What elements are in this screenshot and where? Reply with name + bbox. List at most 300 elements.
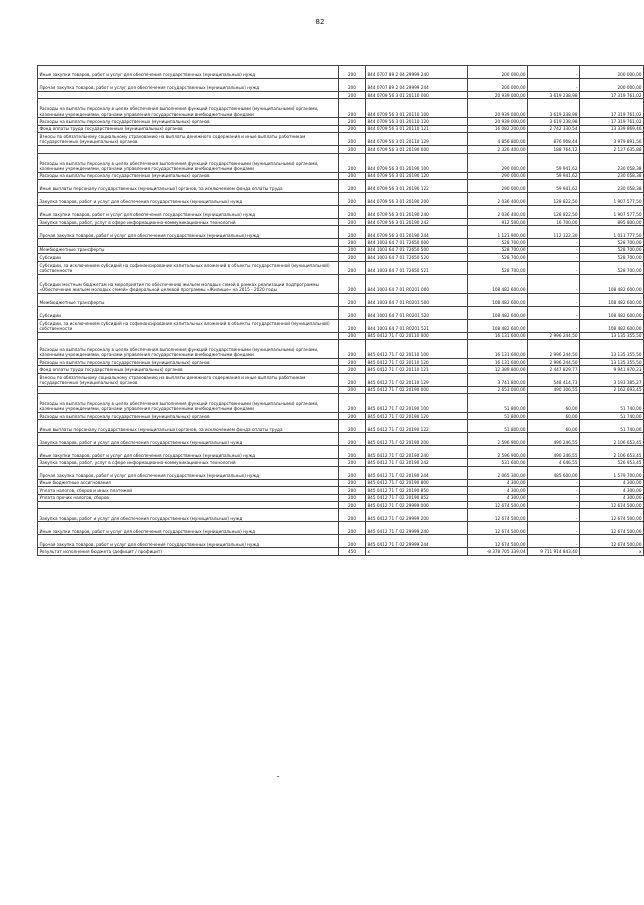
row-executed-amount-cell: - [528,246,580,253]
row-name-cell: Расходы на выплаты персоналу в целях обеспечения выполнения функций государственными (муниципальными) органами, казенными учреждениями, органами управления государственными внебюджетными фондами [38,99,339,118]
row-unexecuted-amount-cell: 108 482 600,00 [580,274,644,293]
row-line-code-cell: 200 [339,125,366,132]
row-executed-amount-cell: 2 996 244,50 [528,332,580,339]
row-line-code-cell: 200 [339,433,366,446]
row-approved-amount-cell: 16 082 200,00 [468,125,528,132]
row-executed-amount-cell: 3 619 238,98 [528,118,580,125]
row-executed-amount-cell: 9 711 914 843,40 [528,548,580,555]
row-unexecuted-amount-cell: 12 674 500,00 [580,535,644,548]
row-budget-code-cell: 844 0709 56 3 01 20190 120 [366,172,468,179]
row-approved-amount-cell: 1 123 900,00 [468,226,528,239]
row-unexecuted-amount-cell: 17 319 761,02 [580,118,644,125]
row-executed-amount-cell: - [528,535,580,548]
row-approved-amount-cell: 12 389 800,00 [468,366,528,373]
row-approved-amount-cell: 2 326 400,00 [468,146,528,153]
row-name-cell: Прочая закупка товаров, работ и услуг для обеспечения государственных (муниципальных) нужд [38,535,339,548]
row-line-code-cell: 200 [339,522,366,535]
row-approved-amount-cell: -8 378 705 339,04 [468,548,528,555]
row-name-cell: Иные закупки товаров, работ и услуг для обеспечения государственных (муниципальных) нужд [38,205,339,218]
row-approved-amount-cell: 2 596 900,00 [468,433,528,446]
row-name-cell [38,502,339,509]
row-executed-amount-cell: 60,00 [528,394,580,413]
row-unexecuted-amount-cell: 528 700,00 [580,254,644,261]
row-name-cell: Субсидии, за исключением субсидий на софинансирование капитальных вложений в объекты государственной (муниципальной) собственности [38,319,339,332]
row-name-cell: Расходы на выплаты персоналу государственных (муниципальных) органов [38,358,339,365]
row-name-cell: Фонд оплаты труда государственных (муниципальных) органов [38,366,339,373]
table-row [38,319,644,332]
row-line-code-cell: 200 [339,373,366,386]
table-row [38,92,644,99]
row-line-code-cell: 200 [339,92,366,99]
row-name-cell: Межбюджетные трансферты [38,246,339,253]
row-approved-amount-cell: 51 800,00 [468,413,528,420]
row-line-code-cell: 200 [339,420,366,433]
table-row [38,306,644,319]
row-executed-amount-cell: - [528,487,580,494]
row-executed-amount-cell: 59 941,62 [528,153,580,172]
table-row [38,420,644,433]
row-unexecuted-amount-cell: 51 740,00 [580,413,644,420]
row-name-cell: Уплата прочих налогов, сборов [38,494,339,501]
row-line-code-cell: 200 [339,153,366,172]
row-line-code-cell: 200 [339,99,366,118]
row-executed-amount-cell: - [528,509,580,522]
row-line-code-cell: 200 [339,146,366,153]
row-name-cell: Расходы на выплаты персоналу государственных (муниципальных) органов [38,413,339,420]
row-name-cell: Закупка товаров, работ и услуг для обеспечения государственных (муниципальных) нужд [38,509,339,522]
row-unexecuted-amount-cell: 12 674 500,00 [580,509,644,522]
row-approved-amount-cell: 16 131 600,00 [468,339,528,358]
table-row [38,386,644,393]
row-name-cell: Иные закупки товаров, работ и услуг для обеспечения государственных (муниципальных) нужд [38,522,339,535]
row-executed-amount-cell: 59 941,62 [528,179,580,192]
row-budget-code-cell: 844 0709 56 3 01 20110 120 [366,118,468,125]
row-approved-amount-cell: 4 300,00 [468,479,528,486]
table-row [38,509,644,522]
row-name-cell: Субсидии местным бюджетам на мероприятия по обеспечению жильем молодых семей в рамках реализации подпрограммы «Обеспечение жильем молодых семей» федеральной целевой программы «Жилище» на 2015 - 2020 годы [38,274,339,293]
row-approved-amount-cell: 200 000,00 [468,79,528,92]
row-approved-amount-cell: 108 482 600,00 [468,319,528,332]
row-name-cell: Межбюджетные трансферты [38,293,339,306]
row-unexecuted-amount-cell: 526 953,45 [580,459,644,466]
row-unexecuted-amount-cell: 51 740,00 [580,394,644,413]
row-unexecuted-amount-cell: 9 941 970,23 [580,366,644,373]
row-unexecuted-amount-cell: 230 058,38 [580,153,644,172]
table-row [38,254,644,261]
table-row [38,366,644,373]
row-budget-code-cell: 844 0709 56 3 01 20110 121 [366,125,468,132]
row-line-code-cell: 200 [339,487,366,494]
row-line-code-cell: 200 [339,413,366,420]
row-unexecuted-amount-cell: 528 700,00 [580,246,644,253]
table-row [38,133,644,146]
row-executed-amount-cell: 490 246,55 [528,446,580,459]
row-line-code-cell: 200 [339,172,366,179]
row-line-code-cell: 450 [339,548,366,555]
row-line-code-cell: 200 [339,306,366,319]
table-row [38,502,644,509]
row-line-code-cell: 200 [339,274,366,293]
table-row [38,433,644,446]
row-line-code-cell: 200 [339,205,366,218]
row-budget-code-cell: 844 0707 89 2 04 29999 240 [366,66,468,79]
row-executed-amount-cell: - [528,79,580,92]
table-row [38,358,644,365]
row-name-cell: Прочая закупка товаров, работ и услуг для обеспечения государственных (муниципальных) нужд [38,226,339,239]
row-budget-code-cell: 844 0709 56 3 01 20110 129 [366,133,468,146]
table-row [38,494,644,501]
row-approved-amount-cell: 200 000,00 [468,66,528,79]
row-unexecuted-amount-cell: x [580,548,644,555]
row-executed-amount-cell: 128 822,50 [528,205,580,218]
row-budget-code-cell: 845 0412 71 Г 02 29999 200 [366,509,468,522]
row-approved-amount-cell: 51 800,00 [468,420,528,433]
row-budget-code-cell: 844 0707 89 2 04 29999 244 [366,79,468,92]
row-executed-amount-cell: 490 306,55 [528,386,580,393]
row-approved-amount-cell: 3 741 800,00 [468,373,528,386]
row-unexecuted-amount-cell: 13 339 869,46 [580,125,644,132]
row-approved-amount-cell: 2 653 000,00 [468,386,528,393]
row-line-code-cell: 200 [339,502,366,509]
row-line-code-cell: 200 [339,509,366,522]
row-executed-amount-cell: - [528,66,580,79]
row-name-cell [38,239,339,246]
row-line-code-cell: 200 [339,394,366,413]
row-name-cell [38,332,339,339]
row-unexecuted-amount-cell: 200 000,00 [580,66,644,79]
row-budget-code-cell: 845 0412 71 Г 02 20190 800 [366,479,468,486]
row-approved-amount-cell: 4 856 800,00 [468,133,528,146]
table-row [38,332,644,339]
row-line-code-cell: 200 [339,459,366,466]
row-budget-code-cell: 844 1003 64 7 01 72650 500 [366,246,468,253]
table-row [38,413,644,420]
row-approved-amount-cell: 290 000,00 [468,153,528,172]
table-row [38,479,644,486]
row-unexecuted-amount-cell: 13 135 355,50 [580,358,644,365]
row-budget-code-cell: 844 1003 64 7 01 R0201 000 [366,274,468,293]
table-row [38,205,644,218]
row-line-code-cell: 200 [339,66,366,79]
table-row [38,99,644,118]
table-row [38,226,644,239]
row-approved-amount-cell: 20 939 000,00 [468,99,528,118]
row-executed-amount-cell: 60,00 [528,413,580,420]
row-budget-code-cell: 845 0412 71 Г 02 20190 100 [366,394,468,413]
row-unexecuted-amount-cell: 230 058,38 [580,172,644,179]
table-row [38,394,644,413]
row-approved-amount-cell: 108 482 600,00 [468,293,528,306]
row-name-cell: Субсидии [38,306,339,319]
row-unexecuted-amount-cell: 108 482 600,00 [580,293,644,306]
row-executed-amount-cell: 2 996 244,50 [528,339,580,358]
row-unexecuted-amount-cell: 1 579 700,00 [580,466,644,479]
table-row [38,446,644,459]
row-executed-amount-cell: 3 619 238,98 [528,92,580,99]
table-row [38,293,644,306]
row-executed-amount-cell: 490 246,55 [528,433,580,446]
row-unexecuted-amount-cell: 4 300,00 [580,487,644,494]
row-budget-code-cell: 844 0709 56 3 01 20190 240 [366,205,468,218]
row-executed-amount-cell: 485 600,00 [528,466,580,479]
table-row [38,459,644,466]
row-unexecuted-amount-cell: 2 106 653,45 [580,433,644,446]
row-approved-amount-cell: 2 065 300,00 [468,466,528,479]
row-name-cell [38,146,339,153]
row-line-code-cell: 200 [339,261,366,274]
row-name-cell [38,92,339,99]
row-unexecuted-amount-cell: 3 193 385,27 [580,373,644,386]
row-approved-amount-cell: 16 131 600,00 [468,358,528,365]
table-row [38,218,644,225]
table-row [38,246,644,253]
row-line-code-cell: 200 [339,332,366,339]
row-unexecuted-amount-cell: 2 162 693,45 [580,386,644,393]
table-row [38,172,644,179]
row-approved-amount-cell: 290 000,00 [468,179,528,192]
table-row [38,487,644,494]
table-row [38,118,644,125]
row-budget-code-cell: 845 0412 71 Г 02 20190 200 [366,433,468,446]
row-line-code-cell: 200 [339,366,366,373]
table-row [38,339,644,358]
row-executed-amount-cell: 2 742 330,54 [528,125,580,132]
row-executed-amount-cell: 3 619 238,98 [528,99,580,118]
row-unexecuted-amount-cell: 895 800,00 [580,218,644,225]
row-executed-amount-cell: 112 122,30 [528,226,580,239]
row-executed-amount-cell: - [528,261,580,274]
row-approved-amount-cell: 528 700,00 [468,261,528,274]
scan-mark [277,776,279,777]
row-name-cell: Расходы на выплаты персоналу в целях обеспечения выполнения функций государственными (муниципальными) органами, казенными учреждениями, органами управления государственными внебюджетными фондами [38,394,339,413]
table-row [38,153,644,172]
row-name-cell: Прочая закупка товаров, работ и услуг для обеспечения государственных (муниципальных) нужд [38,466,339,479]
row-name-cell: Расходы на выплаты персоналу в целях обеспечения выполнения функций государственными (муниципальными) органами, казенными учреждениями, органами управления государственными внебюджетными фондами [38,339,339,358]
row-name-cell: Субсидии, за исключением субсидий на софинансирование капитальных вложений в объекты государственной (муниципальной) собственности [38,261,339,274]
row-line-code-cell: 200 [339,494,366,501]
row-line-code-cell: 200 [339,386,366,393]
row-budget-code-cell: 845 0412 71 Г 02 29999 240 [366,522,468,535]
row-line-code-cell: 200 [339,446,366,459]
table-row [38,125,644,132]
row-budget-code-cell: 845 0412 71 Г 02 20190 850 [366,487,468,494]
row-approved-amount-cell: 912 500,00 [468,218,528,225]
row-budget-code-cell: x [366,548,468,555]
row-unexecuted-amount-cell: 1 907 577,50 [580,192,644,205]
row-executed-amount-cell: - [528,254,580,261]
row-approved-amount-cell: 12 674 500,00 [468,509,528,522]
row-line-code-cell: 200 [339,293,366,306]
row-executed-amount-cell: 2 996 244,50 [528,358,580,365]
budget-execution-table [37,65,644,556]
row-executed-amount-cell: 2 447 829,77 [528,366,580,373]
row-line-code-cell: 200 [339,179,366,192]
row-name-cell: Расходы на выплаты персоналу государственных (муниципальных) органов [38,118,339,125]
table-row [38,179,644,192]
row-line-code-cell: 200 [339,133,366,146]
row-unexecuted-amount-cell: 1 011 777,50 [580,226,644,239]
row-approved-amount-cell: 12 674 500,00 [468,535,528,548]
row-unexecuted-amount-cell: 51 740,00 [580,420,644,433]
row-line-code-cell: 200 [339,479,366,486]
row-unexecuted-amount-cell: 13 135 355,50 [580,339,644,358]
row-unexecuted-amount-cell: 1 907 577,50 [580,205,644,218]
row-budget-code-cell: 845 0412 71 Г 02 20190 242 [366,459,468,466]
table-row [38,239,644,246]
row-executed-amount-cell: 188 764,12 [528,146,580,153]
row-name-cell: Расходы на выплаты персоналу государственных (муниципальных) органов [38,172,339,179]
row-approved-amount-cell: 108 482 600,00 [468,306,528,319]
row-unexecuted-amount-cell: 108 482 600,00 [580,319,644,332]
row-name-cell: Взносы по обязательному социальному страхованию на выплаты денежного содержания и иные выплаты работникам государственных (муниципальных) органов [38,133,339,146]
row-approved-amount-cell: 528 700,00 [468,254,528,261]
row-executed-amount-cell: 876 908,44 [528,133,580,146]
row-executed-amount-cell: - [528,319,580,332]
table-row [38,274,644,293]
row-approved-amount-cell: 51 800,00 [468,394,528,413]
row-name-cell: Иные закупки товаров, работ и услуг для обеспечения государственных (муниципальных) нужд [38,66,339,79]
table-row [38,522,644,535]
table-row [38,192,644,205]
row-budget-code-cell: 845 0412 71 Г 02 20190 240 [366,446,468,459]
row-line-code-cell: 200 [339,358,366,365]
row-line-code-cell: 200 [339,254,366,261]
row-name-cell: Иные выплаты персоналу государственных (муниципальных) органов, за исключением фонда оплаты труда [38,179,339,192]
row-budget-code-cell: 845 0412 71 Г 02 20110 121 [366,366,468,373]
row-budget-code-cell: 845 0412 71 Г 02 20190 120 [366,413,468,420]
row-executed-amount-cell: 4 646,55 [528,459,580,466]
row-line-code-cell: 200 [339,192,366,205]
row-budget-code-cell: 845 0412 71 Г 02 20110 129 [366,373,468,386]
row-name-cell: Закупка товаров, работ и услуг для обеспечения государственных (муниципальных) нужд [38,192,339,205]
row-unexecuted-amount-cell: 2 137 635,88 [580,146,644,153]
row-name-cell: Прочая закупка товаров, работ и услуг для обеспечения государственных (муниципальных) нужд [38,79,339,92]
row-budget-code-cell: 845 0412 71 Г 02 20110 000 [366,332,468,339]
row-approved-amount-cell: 20 939 000,00 [468,118,528,125]
row-budget-code-cell: 844 0709 56 3 01 20190 200 [366,192,468,205]
table-row [38,66,644,79]
page-number: 82 [315,18,325,26]
row-line-code-cell: 200 [339,535,366,548]
row-name-cell: Результат исполнения бюджета (дефицит / профицит) [38,548,339,555]
row-approved-amount-cell: 2 036 400,00 [468,205,528,218]
row-budget-code-cell: 845 0412 71 Г 02 20190 122 [366,420,468,433]
row-approved-amount-cell: 2 596 900,00 [468,446,528,459]
row-budget-code-cell: 844 0709 56 3 01 20190 244 [366,226,468,239]
row-approved-amount-cell: 531 600,00 [468,459,528,466]
row-executed-amount-cell: - [528,502,580,509]
row-name-cell: Субсидии [38,254,339,261]
row-unexecuted-amount-cell: 17 319 761,02 [580,99,644,118]
row-approved-amount-cell: 12 674 500,00 [468,502,528,509]
row-budget-code-cell: 845 0412 71 Г 02 29999 244 [366,535,468,548]
row-approved-amount-cell: 4 300,00 [468,487,528,494]
row-approved-amount-cell: 108 482 600,00 [468,274,528,293]
row-budget-code-cell: 845 0412 71 Г 02 20110 120 [366,358,468,365]
row-budget-code-cell: 845 0412 71 Г 02 29999 000 [366,502,468,509]
table-row [38,373,644,386]
row-budget-code-cell: 844 0709 56 3 01 20190 242 [366,218,468,225]
row-unexecuted-amount-cell: 200 000,00 [580,79,644,92]
row-executed-amount-cell: - [528,239,580,246]
row-unexecuted-amount-cell: 528 700,00 [580,261,644,274]
row-line-code-cell: 200 [339,239,366,246]
row-budget-code-cell: 845 0412 71 Г 02 20190 244 [366,466,468,479]
row-name-cell: Взносы по обязательному социальному страхованию на выплаты денежного содержания и иные выплаты работникам государственных (муниципальных) органов [38,373,339,386]
table-row [38,548,644,555]
row-unexecuted-amount-cell: 12 674 500,00 [580,502,644,509]
row-line-code-cell: 200 [339,218,366,225]
row-unexecuted-amount-cell: 4 300,00 [580,494,644,501]
row-unexecuted-amount-cell: 4 300,00 [580,479,644,486]
row-name-cell: Закупка товаров, работ, услуг в сфере информационно-коммуникационных технологий [38,459,339,466]
row-executed-amount-cell: 60,00 [528,420,580,433]
row-name-cell: Закупка товаров, работ и услуг для обеспечения государственных (муниципальных) нужд [38,433,339,446]
row-line-code-cell: 200 [339,339,366,358]
row-budget-code-cell: 845 0412 71 Г 02 20190 000 [366,386,468,393]
row-budget-code-cell: 844 1003 64 7 01 R0201 521 [366,319,468,332]
row-budget-code-cell: 844 1003 64 7 01 R0201 500 [366,293,468,306]
row-executed-amount-cell: 16 700,00 [528,218,580,225]
row-unexecuted-amount-cell: 528 700,00 [580,239,644,246]
row-budget-code-cell: 844 1003 64 7 01 72650 520 [366,254,468,261]
row-budget-code-cell: 844 1003 64 7 01 72650 521 [366,261,468,274]
row-approved-amount-cell: 20 939 000,00 [468,92,528,99]
row-unexecuted-amount-cell: 3 979 891,56 [580,133,644,146]
row-budget-code-cell: 844 1003 64 7 01 72650 000 [366,239,468,246]
row-executed-amount-cell: - [528,522,580,535]
row-unexecuted-amount-cell: 108 482 600,00 [580,306,644,319]
row-budget-code-cell: 844 0709 56 3 01 20190 122 [366,179,468,192]
row-approved-amount-cell: 12 674 500,00 [468,522,528,535]
row-approved-amount-cell: 528 700,00 [468,239,528,246]
table-row [38,535,644,548]
row-executed-amount-cell: - [528,306,580,319]
row-approved-amount-cell: 4 300,00 [468,494,528,501]
row-executed-amount-cell: 59 941,62 [528,172,580,179]
row-budget-code-cell: 845 0412 71 Г 02 20110 100 [366,339,468,358]
row-name-cell: Уплата налогов, сборов и иных платежей [38,487,339,494]
row-approved-amount-cell: 290 000,00 [468,172,528,179]
row-budget-code-cell: 844 0709 56 3 01 20190 000 [366,146,468,153]
row-unexecuted-amount-cell: 17 319 761,02 [580,92,644,99]
row-executed-amount-cell: - [528,494,580,501]
row-name-cell: Иные закупки товаров, работ и услуг для обеспечения государственных (муниципальных) нужд [38,446,339,459]
row-line-code-cell: 200 [339,246,366,253]
row-budget-code-cell: 844 0709 56 3 01 20110 000 [366,92,468,99]
row-line-code-cell: 200 [339,79,366,92]
table-row [38,79,644,92]
row-approved-amount-cell: 528 700,00 [468,246,528,253]
row-name-cell [38,386,339,393]
row-executed-amount-cell: 128 822,50 [528,192,580,205]
row-name-cell: Расходы на выплаты персоналу в целях обеспечения выполнения функций государственными (муниципальными) органами, казенными учреждениями, органами управления государственными внебюджетными фондами [38,153,339,172]
row-unexecuted-amount-cell: 230 058,38 [580,179,644,192]
row-line-code-cell: 200 [339,118,366,125]
row-executed-amount-cell: - [528,293,580,306]
row-name-cell: Иные бюджетные ассигнования [38,479,339,486]
row-approved-amount-cell: 16 131 600,00 [468,332,528,339]
row-executed-amount-cell: 548 414,73 [528,373,580,386]
row-name-cell: Иные выплаты персоналу государственных (муниципальных) органов, за исключением фонда оплаты труда [38,420,339,433]
row-name-cell: Фонд оплаты труда государственных (муниципальных) органов [38,125,339,132]
row-budget-code-cell: 844 0709 56 3 01 20110 100 [366,99,468,118]
row-unexecuted-amount-cell: 12 674 500,00 [580,522,644,535]
row-line-code-cell: 200 [339,466,366,479]
row-line-code-cell: 200 [339,319,366,332]
row-unexecuted-amount-cell: 2 106 653,45 [580,446,644,459]
row-executed-amount-cell: - [528,479,580,486]
